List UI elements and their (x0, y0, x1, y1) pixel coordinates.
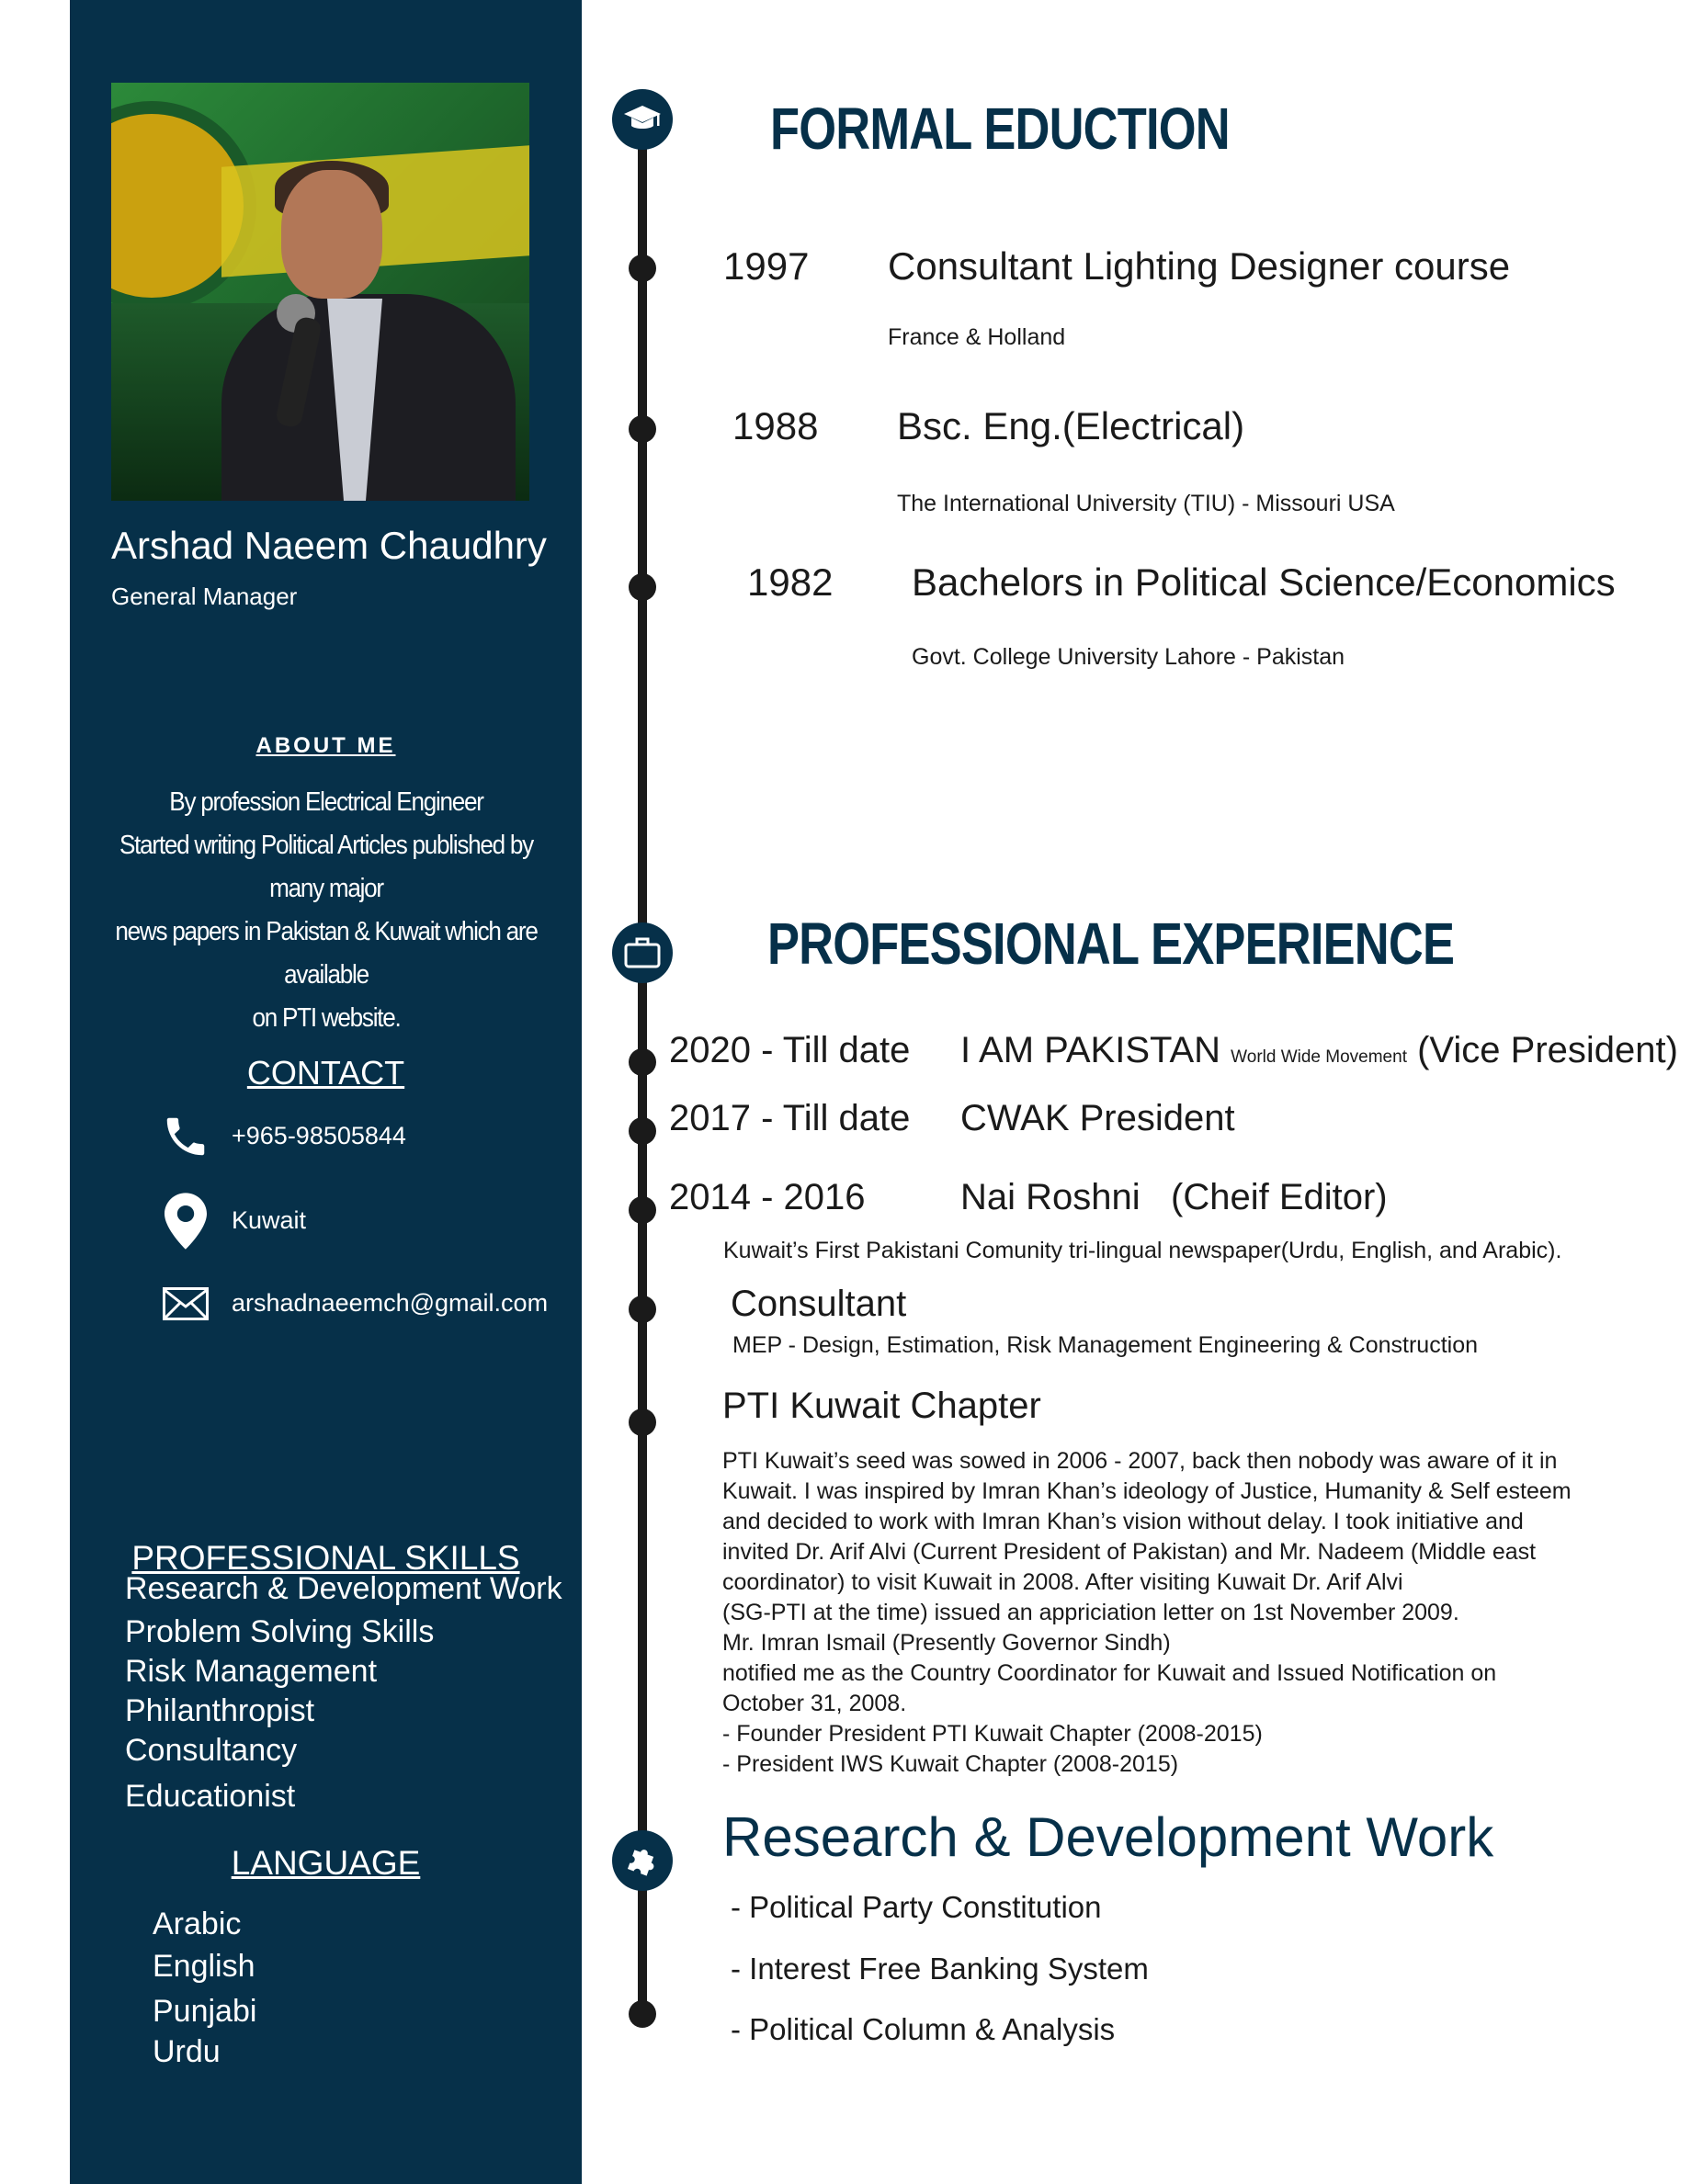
contact-email[interactable]: arshadnaeemch@gmail.com (232, 1289, 549, 1317)
experience-role: (Cheif Editor) (1171, 1177, 1388, 1217)
about-line: Started writing Political Articles published by many major (119, 831, 533, 903)
education-degree: Consultant Lighting Designer course (888, 244, 1511, 288)
experience-org-sub: World Wide Movement (1231, 1047, 1407, 1067)
research-item: - Interest Free Banking System (731, 1952, 1149, 1986)
experience-period: 2020 - Till date (669, 1030, 911, 1070)
experience-entry-3 (960, 1177, 1388, 1218)
pti-line: - Founder President PTI Kuwait Chapter (2008-2015) (722, 1721, 1263, 1747)
language-item: Punjabi (153, 1994, 257, 2029)
education-badge (612, 89, 673, 150)
timeline-dot (629, 1117, 656, 1145)
consultant-description: MEP - Design, Estimation, Risk Management Engineering & Construction (732, 1332, 1479, 1358)
experience-org: I AM PAKISTAN (960, 1030, 1221, 1070)
pti-line: coordinator) to visit Kuwait in 2008. After visiting Kuwait Dr. Arif Alvi (722, 1569, 1403, 1595)
experience-org: CWAK President (960, 1098, 1235, 1138)
location-pin-icon (154, 1194, 217, 1249)
pti-line: (SG-PTI at the time) issued an appriciation letter on 1st November 2009. (722, 1600, 1459, 1625)
experience-badge (612, 922, 673, 983)
pti-title: PTI Kuwait Chapter (722, 1386, 1041, 1426)
experience-period: 2017 - Till date (669, 1098, 911, 1138)
pti-description (722, 1446, 1614, 1780)
skill-item: Educationist (125, 1779, 296, 1814)
experience-org: Nai Roshni (960, 1177, 1141, 1217)
language-title: LANGUAGE (231, 1844, 421, 1882)
pti-line: Kuwait. I was inspired by Imran Khan’s ideology of Justice, Humanity & Self esteem (722, 1478, 1572, 1504)
education-institution: Govt. College University Lahore - Pakistan (912, 644, 1345, 670)
language-item: Urdu (153, 2034, 221, 2069)
pti-line: invited Dr. Arif Alvi (Current President of Pakistan) and Mr. Nadeem (Middle east (722, 1539, 1537, 1565)
language-item: Arabic (153, 1907, 242, 1941)
puzzle-icon (624, 1842, 661, 1879)
profile-photo (111, 83, 529, 501)
phone-icon (154, 1109, 217, 1164)
education-institution: The International University (TIU) - Missouri USA (897, 491, 1395, 516)
envelope-icon (154, 1276, 217, 1331)
research-item: - Political Column & Analysis (731, 2012, 1116, 2046)
skill-item: Risk Management (125, 1654, 378, 1689)
skill-item: Problem Solving Skills (125, 1614, 435, 1649)
skills-title: PROFESSIONAL SKILLS (131, 1539, 520, 1577)
contact-phone[interactable]: +965-98505844 (232, 1122, 406, 1149)
profile-role: General Manager (111, 583, 298, 610)
about-title: ABOUT ME (255, 733, 396, 758)
about-text (108, 781, 546, 1040)
education-year: 1988 (732, 404, 819, 447)
photo-person-head (281, 170, 382, 299)
pti-line: Mr. Imran Ismail (Presently Governor Sindh) (722, 1630, 1171, 1656)
about-line: on PTI website. (252, 1003, 401, 1033)
research-item: - Political Party Constitution (731, 1890, 1102, 1924)
about-line: news papers in Pakistan & Kuwait which are available (115, 917, 538, 990)
timeline-dot (629, 1048, 656, 1076)
skill-item: Philanthropist (125, 1693, 315, 1728)
pti-line: notified me as the Country Coordinator for Kuwait and Issued Notification on (722, 1660, 1497, 1686)
pti-line: and decided to work with Imran Khan’s vision without delay. I took initiative and (722, 1509, 1524, 1534)
skill-item: Research & Development Work (125, 1571, 562, 1606)
timeline-dot (629, 2000, 656, 2028)
experience-title: PROFESSIONAL EXPERIENCE (767, 911, 1455, 977)
timeline-dot (629, 415, 656, 443)
education-title: FORMAL EDUCTION (770, 96, 1230, 162)
experience-entry-1 (960, 1030, 1678, 1071)
pti-line: - President IWS Kuwait Chapter (2008-2015) (722, 1751, 1179, 1777)
timeline-dot (629, 1296, 656, 1323)
language-item: English (153, 1949, 255, 1984)
timeline-dot (629, 1409, 656, 1436)
education-degree: Bsc. Eng.(Electrical) (897, 404, 1245, 447)
timeline-dot (629, 573, 656, 601)
experience-description: Kuwait’s First Pakistani Comunity tri-lingual newspaper(Urdu, English, and Arabic). (723, 1238, 1562, 1263)
consultant-title: Consultant (731, 1284, 907, 1324)
pti-line: PTI Kuwait’s seed was sowed in 2006 - 2007, back then nobody was aware of it in (722, 1448, 1558, 1474)
about-line: By profession Electrical Engineer (169, 787, 483, 817)
skill-item: Consultancy (125, 1733, 298, 1768)
education-degree: Bachelors in Political Science/Economics (912, 560, 1616, 604)
pti-line: October 31, 2008. (722, 1691, 907, 1716)
research-title: Research & Development Work (722, 1806, 1494, 1868)
contact-location: Kuwait (232, 1206, 307, 1234)
timeline-dot (629, 255, 656, 282)
education-year: 1997 (723, 244, 810, 288)
briefcase-icon (624, 937, 661, 968)
contact-title: CONTACT (246, 1054, 405, 1092)
timeline-dot (629, 1196, 656, 1224)
experience-period: 2014 - 2016 (669, 1177, 866, 1217)
experience-role: (Vice President) (1417, 1030, 1678, 1070)
profile-name: Arshad Naeem Chaudhry (111, 524, 547, 567)
graduation-cap-icon (623, 104, 662, 135)
research-badge (612, 1830, 673, 1891)
education-year: 1982 (747, 560, 834, 604)
education-institution: France & Holland (888, 324, 1066, 350)
